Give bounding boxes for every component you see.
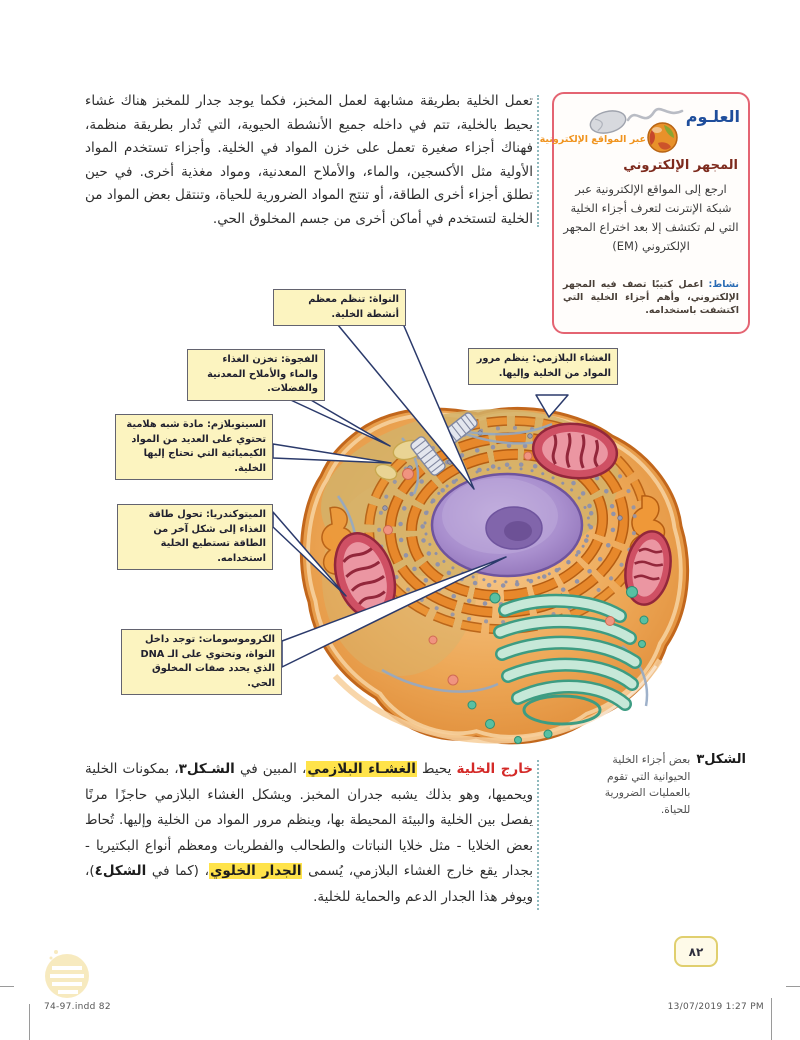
sidebar-activity xyxy=(563,278,739,317)
intro-paragraph: تعمل الخلية بطريقة مشابهة لعمل المخبز، فكما يوجد جدار للمخبز هناك غشاء يحيط بالخلية، تتم في داخله جميع الأنشطة الحيوية، التي تُدار بطريقة منظمة، فهناك أجزاء صغيرة تعمل على خزن المواد في الخلية. وأجزاء تستخدم المواد الأولية مثل الأكسجين، والماء، والأملاح المعدنية، ومواد مغذية أخرى. في حين تطلق أجزاء أخرى الطاقة، أو تنتج المواد الضرورية للحياة، وتنتقل بعض المواد من الخلية لتستخدم في أماكن أخرى من جسم المخلوق الحي. xyxy=(85,93,533,227)
sidebar-body-text: ارجع إلى المواقع الإلكترونية عبر شبكة الإنترنت لتعرف أجزاء الخلية التي لم تكتشف إلا بعد اختراع المجهر الإلكتروني (EM) xyxy=(563,182,739,253)
activity-label: نشاط: xyxy=(708,279,739,290)
figure-label: الشكل٣ xyxy=(696,752,746,767)
callout-plasma-membrane: الغشاء البلازمي: ينظم مرور المواد من الخلية وإليها. xyxy=(468,348,618,385)
figure-caption xyxy=(548,752,746,818)
sidebar-heading: المجهر الإلكتروني xyxy=(623,158,738,173)
crop-mark xyxy=(786,986,800,987)
paragraph-dotted-rule xyxy=(537,95,539,227)
publisher-watermark-logo xyxy=(40,944,90,1002)
page-number-badge: ٨٢ xyxy=(674,936,718,967)
callout-mitochondria: الميتوكندريا: تحول طاقة الغذاء إلى شكل آخر من الطاقة تستطيع الخلية استخدامه. xyxy=(117,504,273,570)
sidebar-brand-subtitle: عبر المواقع الإلكترونية xyxy=(539,134,646,145)
callout-cytoplasm: السيتوبلازم: مادة شبه هلامية تحتوي على العديد من المواد الكيميائية التي تحتاج إليها الخلية. xyxy=(115,414,273,480)
figure-caption-text: بعض أجزاء الخلية الحيوانية التي تقوم بالعمليات الضرورية للحياة. xyxy=(604,753,691,816)
crop-mark xyxy=(771,998,772,1040)
activity-text: اعمل كتيبًا تصف فيه المجهر الإلكتروني، وأهم أجزاء الخلية التي اكتشفت باستخدامه. xyxy=(563,279,739,316)
science-online-box xyxy=(539,92,750,334)
crop-mark xyxy=(29,1004,30,1040)
callout-chromosomes: الكروموسومات: توجد داخل النواة، وتحتوي على الـ DNA الذي يحدد صفات المخلوق الحي. xyxy=(121,629,282,695)
animal-cell-illustration xyxy=(290,378,695,750)
globe-icon xyxy=(646,121,679,154)
outside-cell-paragraph: خارج الخلية يحيط الغشـاء البلازمي، المبين في الشـكل٣، بمكونات الخلية ويحميها، وهو بذلك يشبه جدران المخبز. ويشكل الغشاء البلازمي حاجزًا مرنًا يفصل بين الخلية والبيئة المحيطة بها، وينظم مرور المواد من الخلية وإليها. تُحاط بعض الخلايا - مثل خلايا النباتات والطحالب والفطريات ومعظم أنواع البكتيريا - بجدار يقع خارج الغشاء البلازمي، يُسمى الجدار الخلوي، (كما في الشكل٤)، ويوفر هذا الجدار الدعم والحماية للخلية. xyxy=(85,761,534,905)
callout-vacuole: الفجوة: تخزن الغذاء والماء والأملاح المعدنية والفضلات. xyxy=(187,349,325,401)
crop-mark xyxy=(0,986,14,987)
callout-nucleus: النواة: تنظم معظم أنشطة الخلية. xyxy=(273,289,406,326)
sidebar-brand: العلـوم xyxy=(685,107,740,126)
paragraph-dotted-rule-2 xyxy=(537,760,539,910)
print-slug-left: 74-97.indd 82 xyxy=(44,1002,111,1012)
print-slug-right: 13/07/2019 1:27 PM xyxy=(667,1002,764,1012)
